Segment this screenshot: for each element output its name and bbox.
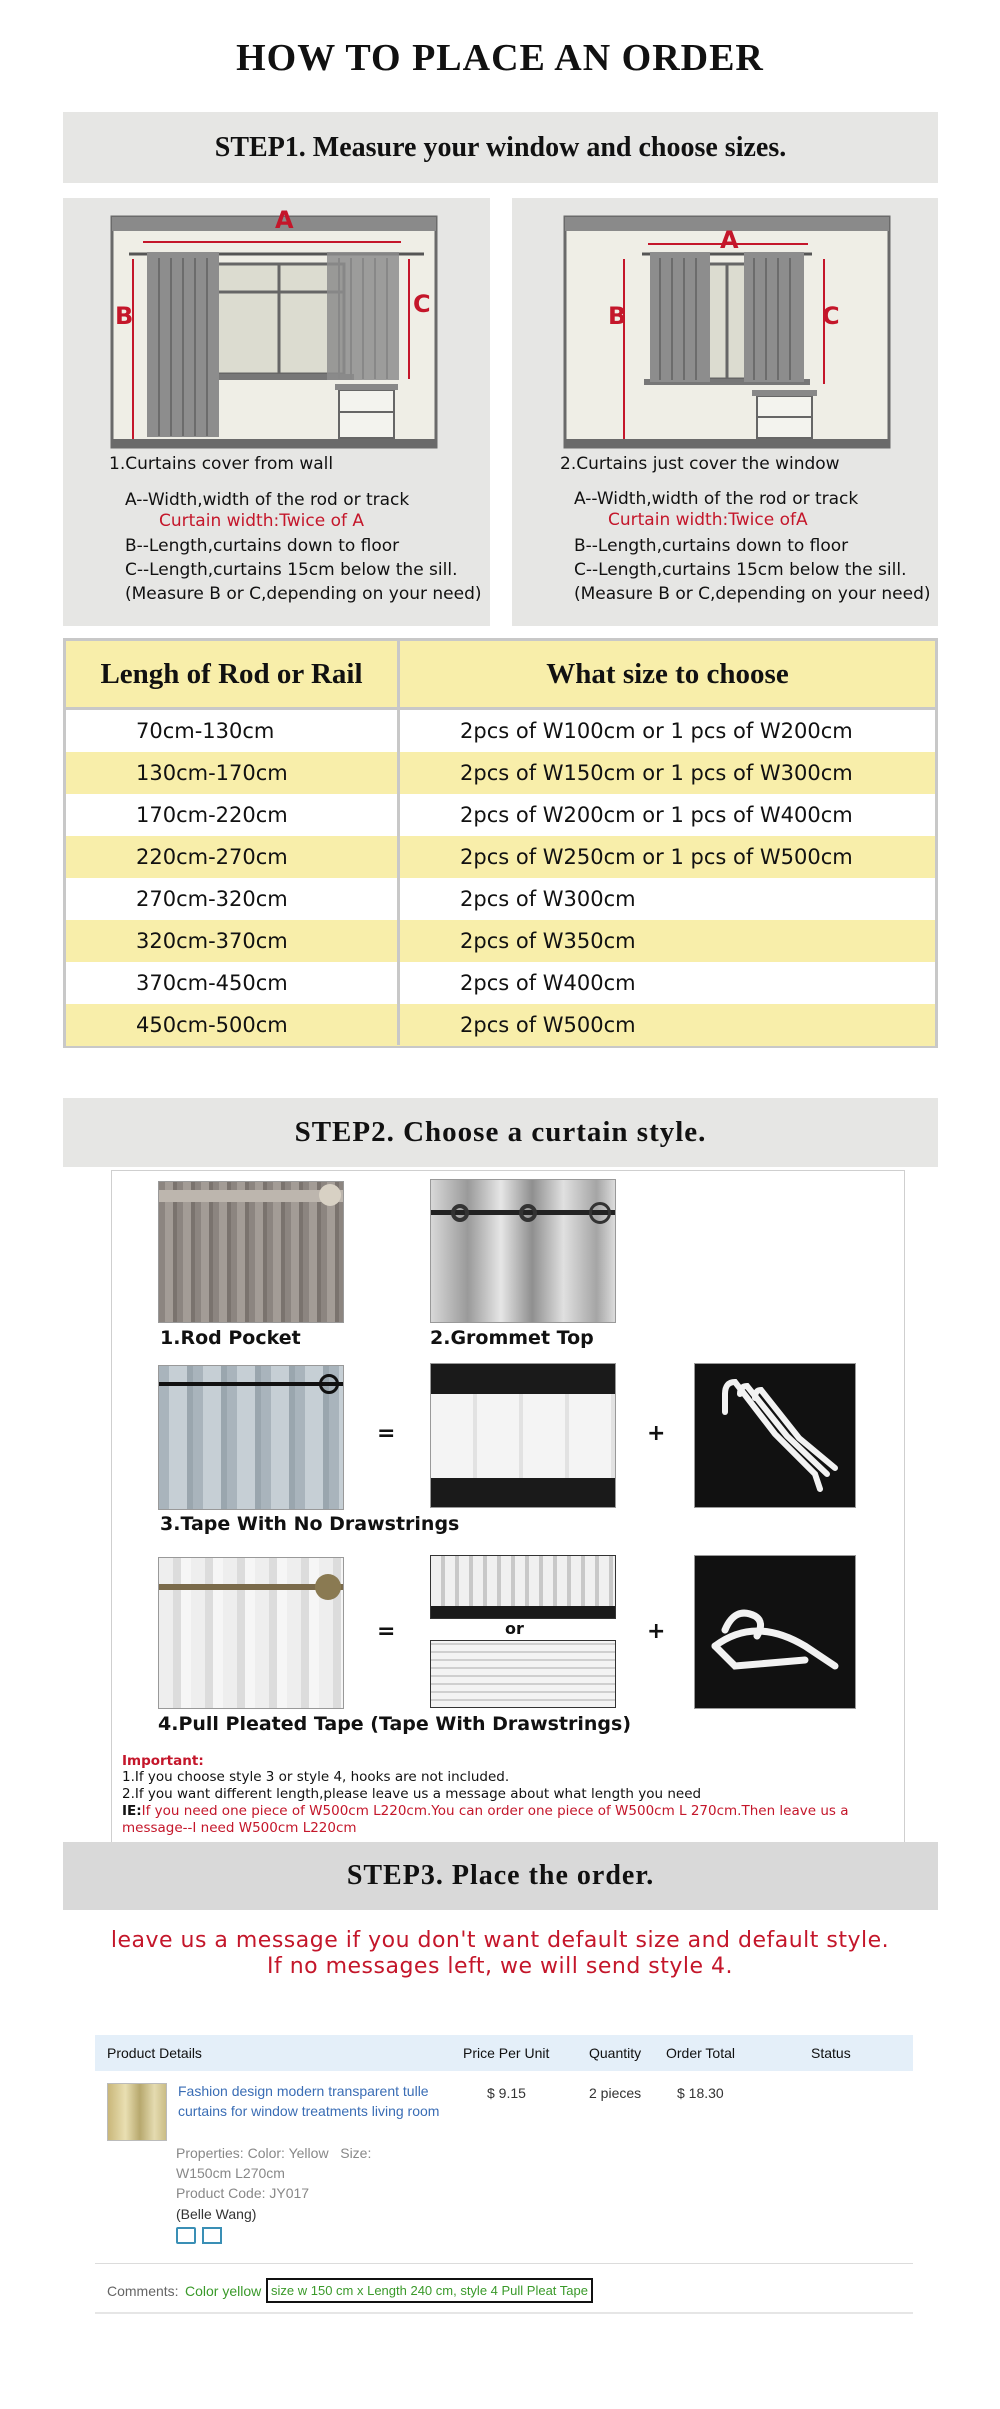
message-line-2: If no messages left, we will send style 4. <box>266 1954 734 1979</box>
step2-heading: STEP2. Choose a curtain style. <box>63 1098 938 1167</box>
note-example-prefix: IE: <box>122 1803 142 1819</box>
size-cell: 2pcs of W200cm or 1 pcs of W400cm <box>460 803 853 827</box>
case-title: 1.Curtains cover from wall <box>109 454 334 474</box>
size-value: W150cm L270cm <box>176 2165 285 2181</box>
col-product: Product Details <box>107 2045 202 2061</box>
case-measure-note: (Measure B or C,depending on your need) <box>574 584 931 604</box>
style-label: 2.Grommet Top <box>430 1327 594 1349</box>
order-total: $ 18.30 <box>677 2085 724 2101</box>
color-label: Color: <box>247 2145 285 2161</box>
rod-length-cell: 170cm-220cm <box>136 803 288 827</box>
size-cell: 2pcs of W300cm <box>460 887 636 911</box>
dimension-mark-a: A <box>275 206 294 234</box>
size-cell: 2pcs of W100cm or 1 pcs of W200cm <box>460 719 853 743</box>
divider <box>95 2312 913 2314</box>
note-example-text: If you need one piece of W500cm L220cm.You can order one piece of W500cm L 270cm.Then leave us a message--I need W500cm L220cm <box>122 1803 849 1836</box>
color-value: Yellow <box>288 2145 329 2161</box>
step1-panel-window <box>512 198 938 626</box>
dimension-mark-c: C <box>822 302 840 330</box>
curtain-style-box <box>111 1170 905 1844</box>
equals-sign: = <box>377 1619 396 1644</box>
tape-no-drawstrings-image <box>158 1365 344 1510</box>
size-table <box>63 638 938 1048</box>
dimension-mark-c: C <box>413 290 431 318</box>
order-table-header <box>95 2035 913 2071</box>
col-quantity: Quantity <box>589 2045 642 2061</box>
size-cell: 2pcs of W350cm <box>460 929 636 953</box>
size-cell: 2pcs of W500cm <box>460 1013 636 1037</box>
size-cell: 2pcs of W400cm <box>460 971 636 995</box>
properties-label: Properties: <box>176 2145 244 2161</box>
comments-label: Comments: <box>107 2283 179 2299</box>
case-width-text: A--Width,width of the rod or track <box>125 490 410 510</box>
case-length-c-text: C--Length,curtains 15cm below the sill. <box>125 560 458 580</box>
case-title: 2.Curtains just cover the window <box>560 454 840 474</box>
pinch-hook-image <box>694 1555 856 1709</box>
equals-sign: = <box>377 1421 396 1446</box>
divider <box>95 2263 913 2264</box>
table-row <box>66 962 935 1004</box>
window-diagram-wall <box>109 214 439 450</box>
style-label: 1.Rod Pocket <box>160 1327 301 1349</box>
size-table-header <box>66 641 935 710</box>
plus-sign: + <box>647 1421 666 1446</box>
size-label: Size: <box>340 2145 372 2161</box>
case-width-note: Curtain width:Twice ofA <box>608 510 808 530</box>
note-example <box>122 1803 902 1837</box>
product-name-link[interactable]: Fashion design modern transparent tulle curtains for window treatments living room <box>178 2083 440 2119</box>
header-rod-length: Lengh of Rod or Rail <box>100 658 363 690</box>
tape-image <box>430 1363 616 1508</box>
rod-length-cell: 70cm-130cm <box>136 719 275 743</box>
hooks-image <box>694 1363 856 1508</box>
case-width-text: A--Width,width of the rod or track <box>574 489 859 509</box>
rod-length-cell: 220cm-270cm <box>136 845 288 869</box>
size-cell: 2pcs of W250cm or 1 pcs of W500cm <box>460 845 853 869</box>
note-length: 2.If you want different length,please leave us a message about what length you need <box>122 1786 702 1802</box>
product-code <box>176 2185 309 2201</box>
step1-panel-wall <box>63 198 490 626</box>
message-icon[interactable] <box>176 2227 196 2244</box>
step3-heading: STEP3. Place the order. <box>63 1842 938 1910</box>
pleated-tape-image <box>430 1555 616 1619</box>
rod-length-cell: 370cm-450cm <box>136 971 288 995</box>
case-measure-note: (Measure B or C,depending on your need) <box>125 584 482 604</box>
pull-pleated-tape-image <box>158 1557 344 1709</box>
note-hooks: 1.If you choose style 3 or style 4, hooks are not included. <box>122 1769 510 1785</box>
table-row <box>66 836 935 878</box>
style-label: 3.Tape With No Drawstrings <box>160 1513 460 1535</box>
size-cell: 2pcs of W150cm or 1 pcs of W300cm <box>460 761 853 785</box>
product-properties <box>176 2143 406 2183</box>
dimension-mark-b: B <box>115 302 134 330</box>
case-length-b-text: B--Length,curtains down to floor <box>125 536 400 556</box>
rod-pocket-image <box>158 1181 344 1323</box>
case-length-b-text: B--Length,curtains down to floor <box>574 536 849 556</box>
drawstring-tape-image <box>430 1640 616 1708</box>
case-width-note: Curtain width:Twice of A <box>159 511 365 531</box>
unit-price: $ 9.15 <box>487 2085 526 2101</box>
table-row <box>66 752 935 794</box>
message-line-1: leave us a message if you don't want default size and default style. <box>110 1928 890 1953</box>
rod-length-cell: 450cm-500cm <box>136 1013 288 1037</box>
table-row <box>66 920 935 962</box>
col-total: Order Total <box>666 2045 735 2061</box>
table-row <box>66 794 935 836</box>
grommet-top-image <box>430 1179 616 1323</box>
comment-text: Color yellow <box>185 2283 262 2299</box>
or-text: or <box>505 1619 524 1638</box>
col-status: Status <box>811 2045 851 2061</box>
comment-highlight: size w 150 cm x Length 240 cm, style 4 Pull Pleat Tape <box>266 2278 593 2303</box>
code-label: Product Code: <box>176 2185 266 2201</box>
table-divider <box>397 641 400 1045</box>
important-label: Important: <box>122 1753 204 1769</box>
rod-length-cell: 270cm-320cm <box>136 887 288 911</box>
col-price: Price Per Unit <box>463 2045 550 2061</box>
table-row <box>66 878 935 920</box>
code-value: JY017 <box>269 2185 310 2201</box>
step1-heading: STEP1. Measure your window and choose sizes. <box>63 112 938 183</box>
table-row <box>66 1004 935 1046</box>
plus-sign: + <box>647 1619 666 1644</box>
header-size-choice: What size to choose <box>546 658 789 690</box>
rod-length-cell: 320cm-370cm <box>136 929 288 953</box>
page-title: HOW TO PLACE AN ORDER <box>236 37 764 79</box>
style-label: 4.Pull Pleated Tape (Tape With Drawstrings) <box>158 1713 632 1735</box>
dimension-mark-a: A <box>720 226 739 254</box>
case-length-c-text: C--Length,curtains 15cm below the sill. <box>574 560 907 580</box>
document-icon[interactable] <box>202 2227 222 2244</box>
quantity-value: 2 pieces <box>589 2085 642 2101</box>
rod-length-cell: 130cm-170cm <box>136 761 288 785</box>
dimension-mark-b: B <box>608 302 627 330</box>
product-thumbnail[interactable] <box>107 2083 167 2141</box>
table-row <box>66 710 935 752</box>
seller-name: (Belle Wang) <box>176 2206 257 2222</box>
